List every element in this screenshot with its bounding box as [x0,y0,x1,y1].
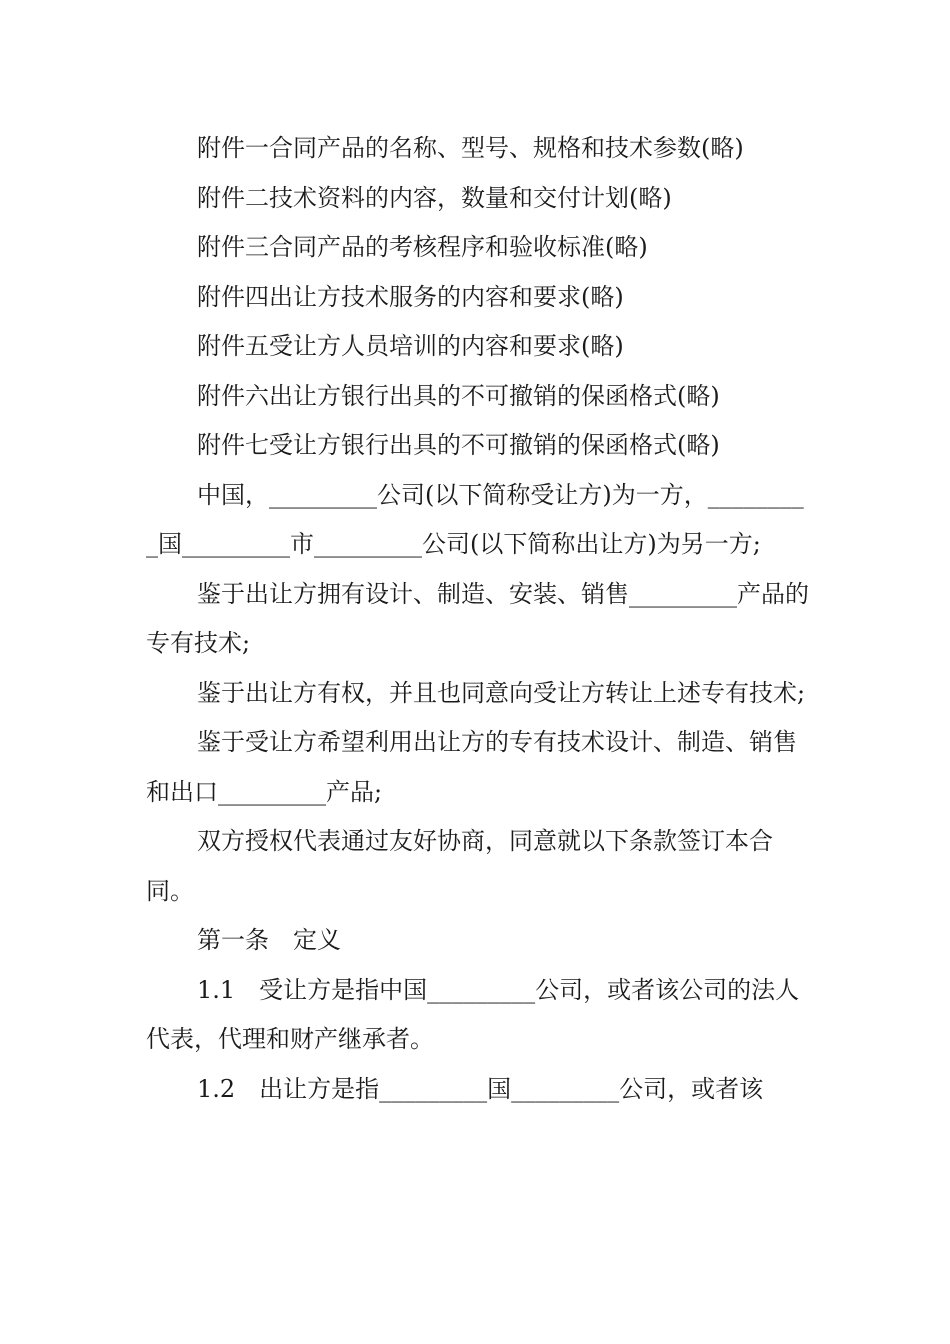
appendix-7-line: 附件七受让方银行出具的不可撤销的保函格式(略) [197,431,720,459]
appendix-5-line: 附件五受让方人员培训的内容和要求(略) [197,332,624,360]
appendix-3-line: 附件三合同产品的考核程序和验收标准(略) [197,233,648,261]
document-body [146,124,810,1114]
parties-paragraph: 中国，_________公司(以下简称受让方)为一方，_________国_________市_________公司(以下简称出让方)为另一方; [146,480,804,558]
whereas-paragraph-3: 鉴于受让方希望利用出让方的专有技术设计、制造、销售和出口_________产品; [146,728,797,806]
clause-1-1: 1.1 受让方是指中国_________公司，或者该公司的法人代表，代理和财产继承者。 [146,975,800,1053]
whereas-paragraph-1: 鉴于出让方拥有设计、制造、安装、销售_________产品的专有技术; [146,579,809,657]
appendix-6-line: 附件六出让方银行出具的不可撤销的保函格式(略) [197,381,720,410]
appendix-4-line: 附件四出让方技术服务的内容和要求(略) [197,282,624,311]
appendix-2-line: 附件二技术资料的内容，数量和交付计划(略) [197,183,672,212]
article-1-heading: 第一条 定义 [197,926,341,954]
whereas-paragraph-2: 鉴于出让方有权，并且也同意向受让方转让上述专有技术; [197,678,806,707]
agreement-paragraph: 双方授权代表通过友好协商，同意就以下条款签订本合同。 [146,827,773,905]
appendix-1-line: 附件一合同产品的名称、型号、规格和技术参数(略) [197,134,744,162]
clause-1-2: 1.2 出让方是指_________国_________公司，或者该 [197,1074,764,1103]
